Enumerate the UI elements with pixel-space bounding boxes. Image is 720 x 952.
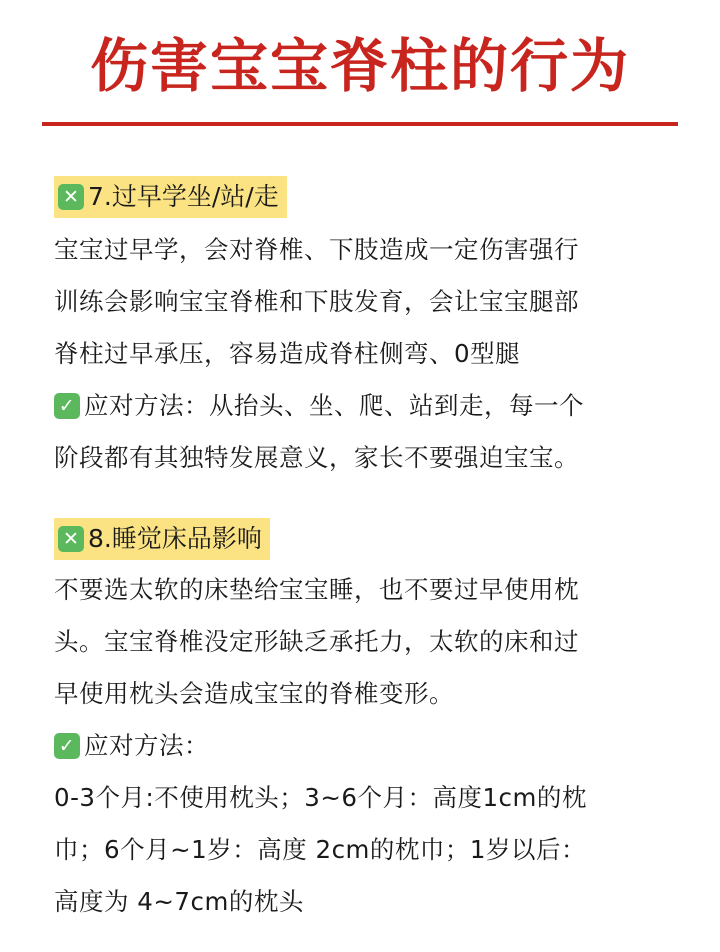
body-line: 宝宝过早学，会对脊椎、下肢造成一定伤害强行 <box>54 235 579 264</box>
tip-line <box>54 720 674 772</box>
body-line: 早使用枕头会造成宝宝的脊椎变形。 <box>54 679 454 708</box>
section-heading-text: 8.睡觉床品影响 <box>88 524 262 553</box>
check-mark-icon: ✓ <box>54 733 80 759</box>
body-line: 不要选太软的床垫给宝宝睡，也不要过早使用枕 <box>54 575 579 604</box>
body-line: 脊柱过早承压，容易造成脊柱侧弯、0型腿 <box>54 339 521 368</box>
section-heading-text: 7.过早学坐/站/走 <box>88 182 279 211</box>
section-early-sitting <box>54 176 674 484</box>
cross-mark-icon: ✕ <box>58 184 84 210</box>
body-line: 训练会影响宝宝脊椎和下肢发育，会让宝宝腿部 <box>54 287 579 316</box>
tip-line: 0-3个月:不使用枕头；3~6个月：高度1cm的枕 <box>54 783 587 812</box>
tip-line: 阶段都有其独特发展意义，家长不要强迫宝宝。 <box>54 443 579 472</box>
tip-line: 巾；6个月~1岁：高度 2cm的枕巾；1岁以后： <box>54 835 587 864</box>
section-bedding <box>54 518 674 928</box>
section-heading <box>54 518 270 560</box>
section-heading <box>54 176 287 218</box>
cross-mark-icon: ✕ <box>58 526 84 552</box>
tip-text: 应对方法： <box>84 731 209 760</box>
page-title: 伤害宝宝脊柱的行为 <box>89 32 630 100</box>
body-line: 头。宝宝脊椎没定形缺乏承托力，太软的床和过 <box>54 627 579 656</box>
tip-line <box>54 380 674 432</box>
section-body <box>54 224 674 484</box>
check-mark-icon: ✓ <box>54 393 80 419</box>
tip-text: 应对方法：从抬头、坐、爬、站到走，每一个 <box>84 391 584 420</box>
tip-line: 高度为 4~7cm的枕头 <box>54 887 304 916</box>
section-body <box>54 564 674 928</box>
title-divider <box>42 122 678 126</box>
